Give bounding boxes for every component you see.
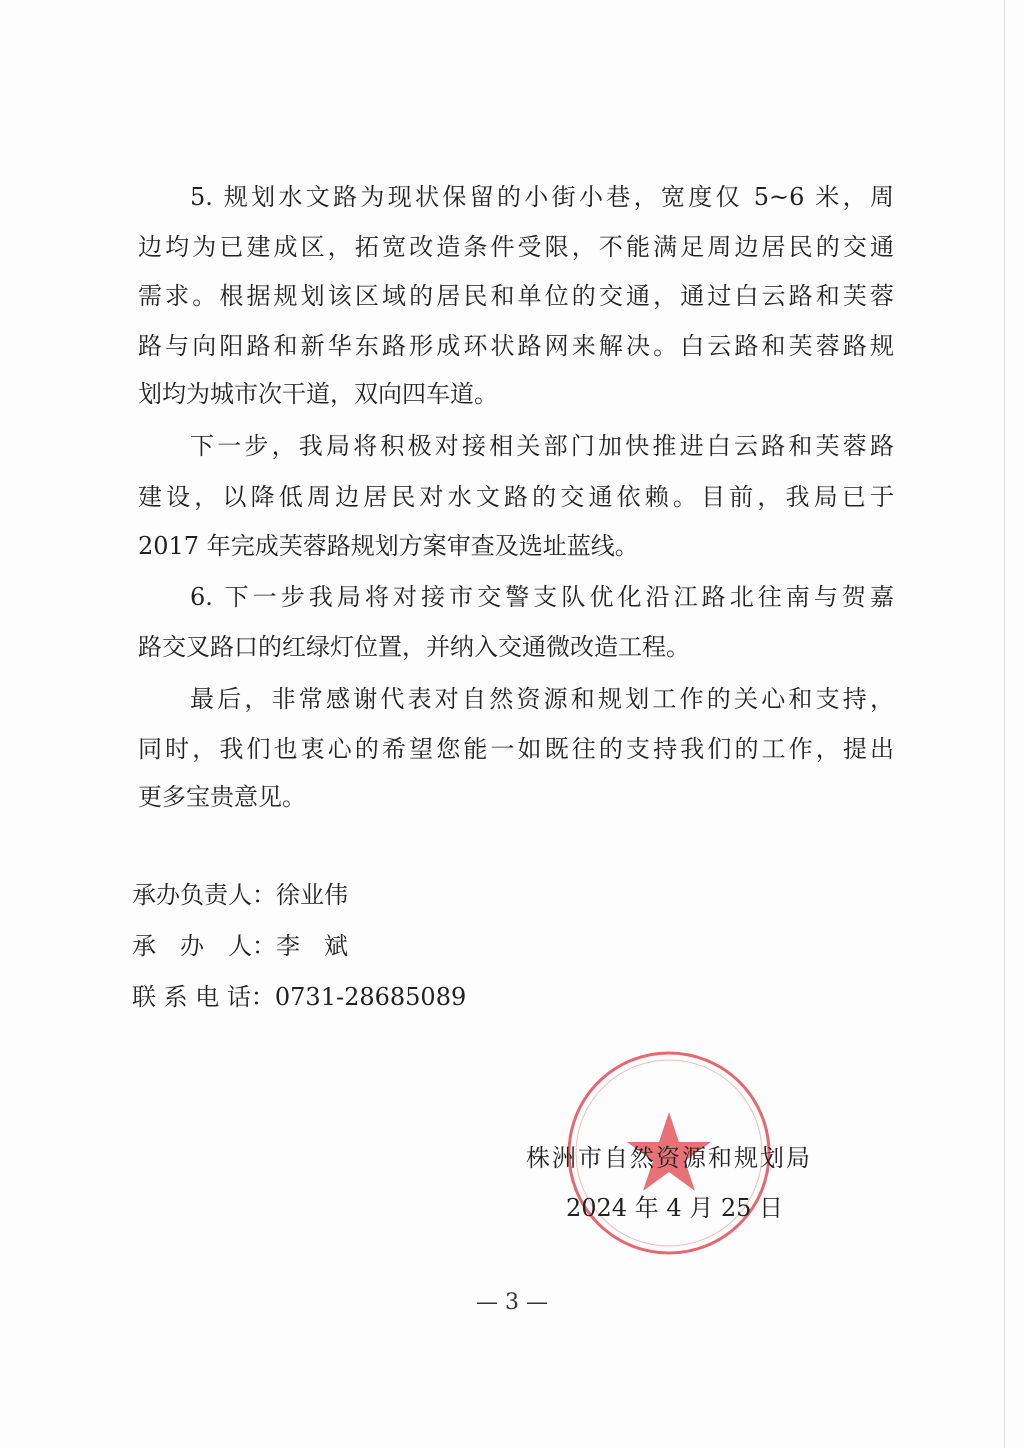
para2-line2: 建设，以降低周边居民对水文路的交通依赖。目前，我局已于	[138, 483, 894, 511]
para1-line2: 边均为已建成区，拓宽改造条件受限，不能满足周边居民的交通	[138, 233, 894, 261]
contact-phone: 联 系 电 话：0731-28685089	[132, 983, 467, 1011]
para1-line1: 5. 规划水文路为现状保留的小街小巷，宽度仅 5~6 米，周	[190, 183, 894, 211]
signing-organization: 株洲市自然资源和规划局	[526, 1144, 812, 1172]
scan-edge	[1004, 0, 1005, 1448]
para4-line3: 更多宝贵意见。	[138, 783, 306, 811]
page-number: — 3 —	[476, 1290, 548, 1315]
para4-line2: 同时，我们也衷心的希望您能一如既往的支持我们的工作，提出	[138, 735, 894, 763]
handler: 承 办 人：李 斌	[132, 932, 348, 960]
para4-line1: 最后，非常感谢代表对自然资源和规划工作的关心和支持，	[190, 685, 894, 713]
responsible-person: 承办负责人：徐业伟	[132, 881, 348, 909]
para3-line1: 6. 下一步我局将对接市交警支队优化沿江路北往南与贺嘉	[190, 583, 894, 611]
signing-date: 2024 年 4 月 25 日	[566, 1194, 784, 1222]
para1-line3: 需求。根据规划该区域的居民和单位的交通，通过白云路和芙蓉	[138, 282, 894, 310]
para2-line1: 下一步，我局将积极对接相关部门加快推进白云路和芙蓉路	[190, 432, 894, 460]
para1-line5: 划均为城市次干道，双向四车道。	[138, 380, 498, 408]
para2-line3: 2017 年完成芙蓉路规划方案审查及选址蓝线。	[138, 532, 639, 560]
para1-line4: 路与向阳路和新华东路形成环状路网来解决。白云路和芙蓉路规	[138, 332, 894, 360]
para3-line2: 路交叉路口的红绿灯位置，并纳入交通微改造工程。	[138, 633, 690, 661]
